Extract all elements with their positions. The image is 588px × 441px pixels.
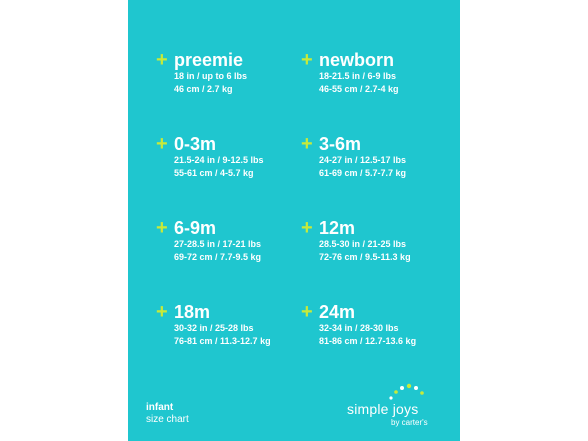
- size-entry-6-9m: [156, 218, 261, 264]
- plus-icon: +: [156, 49, 168, 71]
- size-metric: 72-76 cm / 9.5-11.3 kg: [319, 252, 411, 262]
- size-metric: 46-55 cm / 2.7-4 kg: [319, 84, 399, 94]
- brand-name-part1: simple: [347, 401, 389, 417]
- size-metric: 55-61 cm / 4-5.7 kg: [174, 168, 254, 178]
- size-imperial: 32-34 in / 28-30 lbs: [319, 323, 399, 333]
- size-imperial: 21.5-24 in / 9-12.5 lbs: [174, 155, 264, 165]
- plus-icon: +: [301, 217, 313, 239]
- size-label: 3-6m: [319, 134, 362, 154]
- size-label: preemie: [174, 50, 244, 70]
- size-imperial: 18 in / up to 6 lbs: [174, 71, 248, 81]
- size-metric: 69-72 cm / 7.7-9.5 kg: [174, 252, 262, 262]
- size-entry-3-6m: [301, 134, 406, 180]
- plus-icon: +: [301, 133, 313, 155]
- size-label: 12m: [319, 218, 356, 238]
- size-entry-24m: [301, 302, 416, 348]
- brand-logo: [347, 402, 428, 427]
- plus-icon: +: [301, 301, 313, 323]
- size-label: 24m: [319, 302, 356, 322]
- plus-icon: +: [156, 217, 168, 239]
- size-entry-18m: [156, 302, 271, 348]
- brand-name-part2: joys: [392, 401, 419, 417]
- size-imperial: 28.5-30 in / 21-25 lbs: [319, 239, 407, 249]
- size-entry-0-3m: [156, 134, 264, 180]
- size-imperial: 24-27 in / 12.5-17 lbs: [319, 155, 407, 165]
- size-metric: 76-81 cm / 11.3-12.7 kg: [174, 336, 271, 346]
- size-chart-card: [128, 0, 460, 441]
- size-imperial: 27-28.5 in / 17-21 lbs: [174, 239, 262, 249]
- chart-caption: [146, 402, 189, 426]
- size-label: 18m: [174, 302, 211, 322]
- caption-line-size-chart: size chart: [146, 414, 189, 425]
- plus-icon: +: [301, 49, 313, 71]
- brand-byline: by carter's: [391, 418, 428, 427]
- size-label: 0-3m: [174, 134, 217, 154]
- brand-name: [347, 402, 428, 416]
- size-label: 6-9m: [174, 218, 217, 238]
- size-imperial: 30-32 in / 25-28 lbs: [174, 323, 254, 333]
- logo-dots-icon: [387, 380, 427, 402]
- caption-line-infant: infant: [146, 402, 174, 413]
- plus-icon: +: [156, 301, 168, 323]
- size-entry-preemie: [156, 50, 247, 96]
- size-imperial: 18-21.5 in / 6-9 lbs: [319, 71, 397, 81]
- size-label: newborn: [319, 50, 394, 70]
- size-metric: 81-86 cm / 12.7-13.6 kg: [319, 336, 417, 346]
- size-entry-12m: [301, 218, 411, 264]
- plus-icon: +: [156, 133, 168, 155]
- size-entry-newborn: [301, 50, 399, 96]
- size-metric: 46 cm / 2.7 kg: [174, 84, 233, 94]
- size-metric: 61-69 cm / 5.7-7.7 kg: [319, 168, 407, 178]
